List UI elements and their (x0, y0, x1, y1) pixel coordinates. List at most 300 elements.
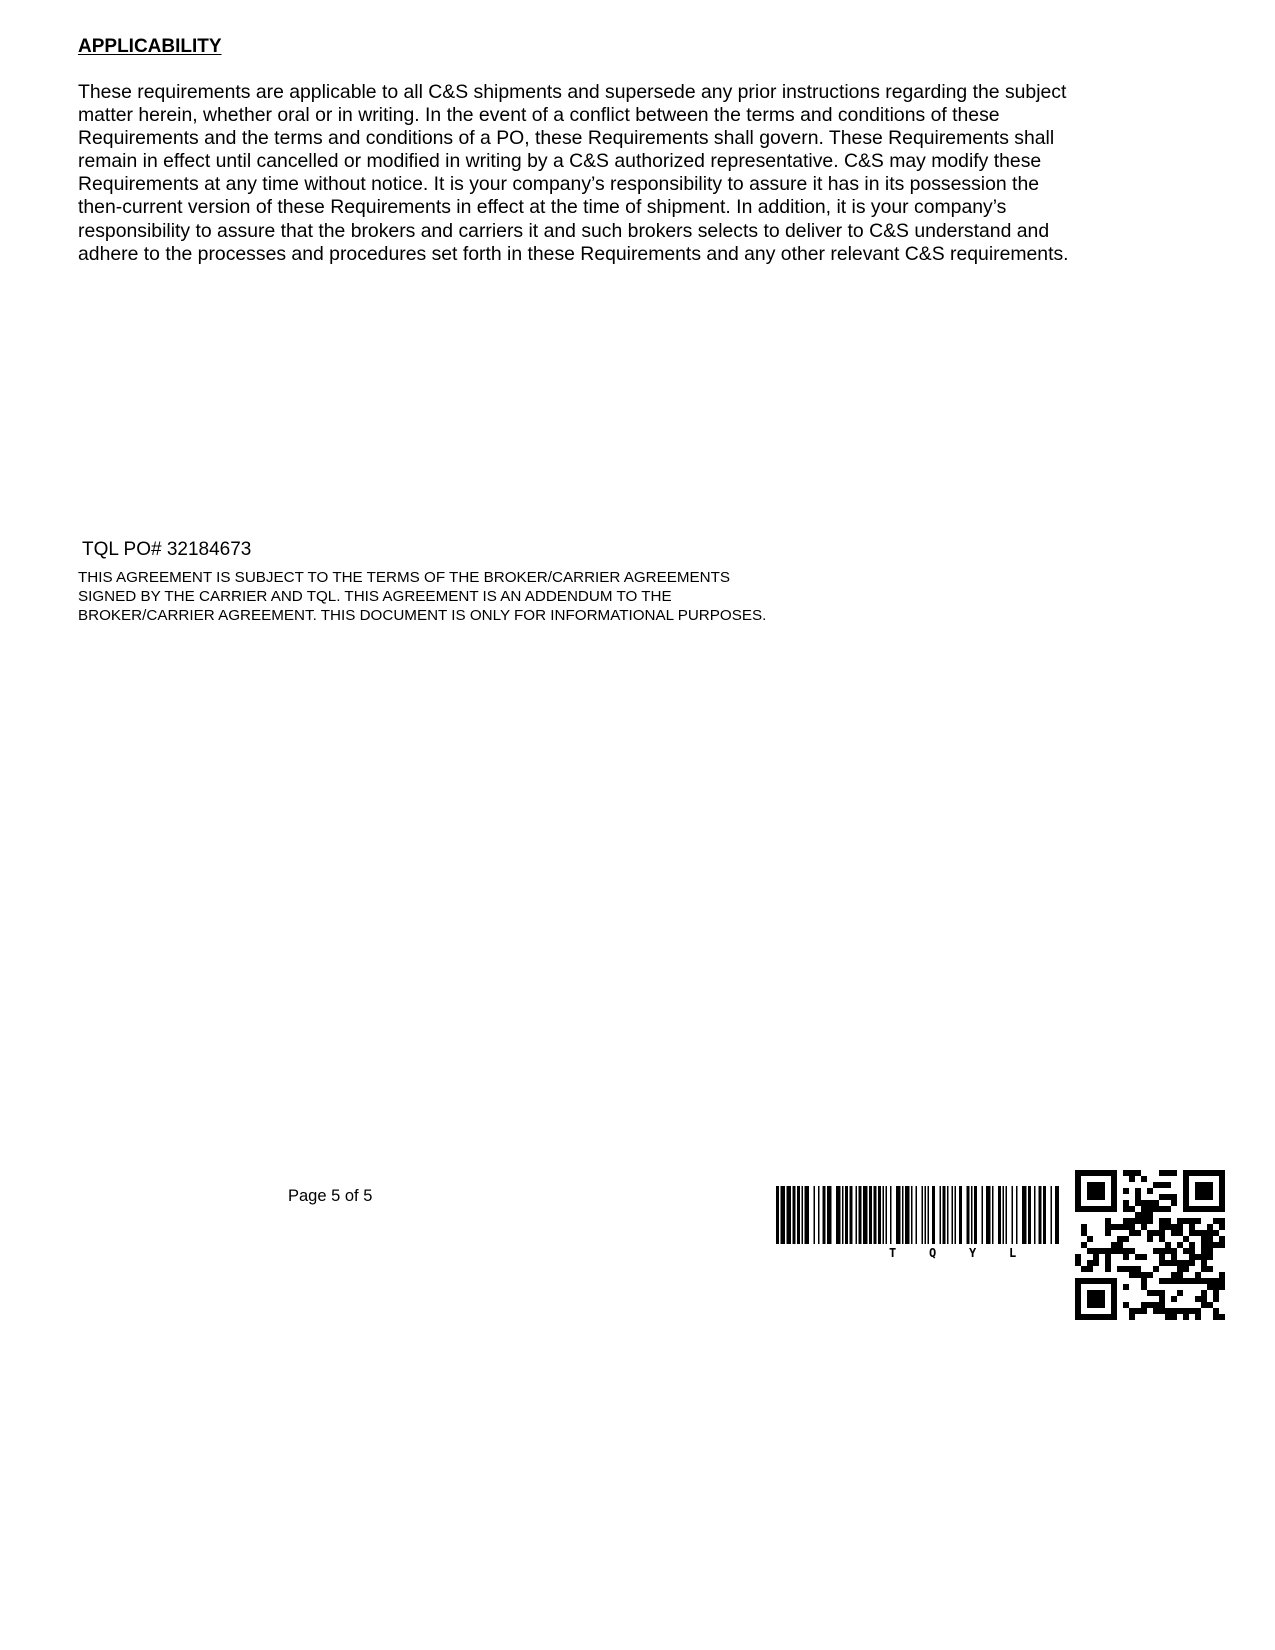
qr-module (1093, 1314, 1099, 1320)
qr-module (1147, 1230, 1153, 1236)
qr-module (1183, 1308, 1189, 1314)
qr-module (1147, 1236, 1153, 1242)
qr-module (1195, 1206, 1201, 1212)
barcode-bar (905, 1186, 910, 1244)
barcode-bar (1043, 1186, 1046, 1244)
qr-module (1135, 1308, 1141, 1314)
qr-module (1147, 1212, 1153, 1218)
qr-module (1087, 1296, 1093, 1302)
qr-module (1189, 1248, 1195, 1254)
qr-module (1087, 1182, 1093, 1188)
qr-module (1165, 1206, 1171, 1212)
qr-module (1099, 1170, 1105, 1176)
qr-module (1135, 1272, 1141, 1278)
qr-module (1075, 1188, 1081, 1194)
qr-module (1141, 1302, 1147, 1308)
qr-module (1075, 1308, 1081, 1314)
qr-module (1201, 1242, 1207, 1248)
qr-module (1105, 1224, 1111, 1230)
qr-module (1207, 1266, 1213, 1272)
qr-module (1111, 1194, 1117, 1200)
qr-module (1219, 1200, 1225, 1206)
barcode-bar (1051, 1186, 1053, 1244)
barcode-bar (869, 1186, 872, 1244)
qr-module (1111, 1200, 1117, 1206)
qr-module (1147, 1218, 1153, 1224)
barcode-bar (842, 1186, 844, 1244)
qr-module (1207, 1206, 1213, 1212)
qr-module (1213, 1284, 1219, 1290)
barcode-bar (1028, 1186, 1031, 1244)
qr-module (1075, 1170, 1081, 1176)
qr-module (1093, 1194, 1099, 1200)
qr-module (1201, 1206, 1207, 1212)
qr-module (1177, 1224, 1183, 1230)
qr-module (1129, 1230, 1135, 1236)
qr-module (1201, 1260, 1207, 1266)
qr-module (1195, 1296, 1201, 1302)
qr-module (1081, 1206, 1087, 1212)
qr-module (1159, 1230, 1165, 1236)
qr-module (1213, 1296, 1219, 1302)
barcode-bar (787, 1186, 792, 1244)
barcode-bar (850, 1186, 853, 1244)
qr-module (1093, 1182, 1099, 1188)
barcode-bar (863, 1186, 868, 1244)
barcode-bar (1039, 1186, 1042, 1244)
qr-module (1165, 1278, 1171, 1284)
qr-module (1147, 1302, 1153, 1308)
qr-module (1123, 1200, 1129, 1206)
qr-module (1123, 1236, 1129, 1242)
barcode-bar (890, 1186, 892, 1244)
qr-module (1171, 1272, 1177, 1278)
qr-module (1207, 1302, 1213, 1308)
qr-module (1147, 1272, 1153, 1278)
qr-module (1081, 1230, 1087, 1236)
qr-module (1189, 1170, 1195, 1176)
barcode-bar (947, 1186, 949, 1244)
qr-module (1159, 1254, 1165, 1260)
qr-module (1177, 1308, 1183, 1314)
qr-module (1183, 1314, 1189, 1320)
qr-module (1093, 1302, 1099, 1308)
qr-module (1207, 1254, 1213, 1260)
qr-module (1123, 1284, 1129, 1290)
qr-module (1183, 1176, 1189, 1182)
qr-module (1201, 1230, 1207, 1236)
qr-module (1099, 1248, 1105, 1254)
barcode-bar (802, 1186, 804, 1244)
qr-module (1177, 1272, 1183, 1278)
qr-module (1171, 1200, 1177, 1206)
qr-module (1201, 1236, 1207, 1242)
qr-module (1141, 1200, 1147, 1206)
qr-module (1093, 1290, 1099, 1296)
qr-module (1141, 1308, 1147, 1314)
qr-module (1165, 1260, 1171, 1266)
qr-module (1159, 1170, 1165, 1176)
qr-module (1111, 1284, 1117, 1290)
qr-module (1165, 1314, 1171, 1320)
qr-module (1123, 1218, 1129, 1224)
qr-module (1183, 1278, 1189, 1284)
qr-module (1093, 1254, 1099, 1260)
qr-module (1099, 1302, 1105, 1308)
qr-module (1153, 1248, 1159, 1254)
qr-module (1081, 1314, 1087, 1320)
qr-module (1099, 1194, 1105, 1200)
qr-module (1201, 1302, 1207, 1308)
qr-module (1213, 1170, 1219, 1176)
qr-module (1159, 1248, 1165, 1254)
qr-module (1165, 1242, 1171, 1248)
qr-module (1153, 1200, 1159, 1206)
qr-module (1195, 1170, 1201, 1176)
qr-module (1105, 1230, 1111, 1236)
qr-code (1075, 1170, 1225, 1320)
barcode-bar (940, 1186, 942, 1244)
barcode-bar (896, 1186, 901, 1244)
qr-module (1195, 1194, 1201, 1200)
barcode-bar (823, 1186, 826, 1244)
qr-module (1123, 1248, 1129, 1254)
qr-module (1189, 1206, 1195, 1212)
qr-module (1129, 1170, 1135, 1176)
barcode-bar (814, 1186, 816, 1244)
qr-module (1075, 1302, 1081, 1308)
qr-module (1099, 1188, 1105, 1194)
qr-module (1189, 1230, 1195, 1236)
qr-module (1213, 1242, 1219, 1248)
qr-module (1219, 1188, 1225, 1194)
qr-module (1219, 1314, 1225, 1320)
qr-module (1093, 1260, 1099, 1266)
qr-module (1219, 1176, 1225, 1182)
barcode-bar (971, 1186, 973, 1244)
qr-module (1201, 1266, 1207, 1272)
qr-module (1141, 1278, 1147, 1284)
qr-module (1129, 1218, 1135, 1224)
qr-module (1207, 1170, 1213, 1176)
qr-module (1177, 1290, 1183, 1296)
barcode-bar (1034, 1186, 1036, 1244)
qr-module (1159, 1260, 1165, 1266)
qr-module (1159, 1182, 1165, 1188)
qr-module (1213, 1290, 1219, 1296)
qr-module (1195, 1188, 1201, 1194)
qr-module (1135, 1170, 1141, 1176)
qr-module (1165, 1308, 1171, 1314)
qr-module (1129, 1272, 1135, 1278)
qr-module (1165, 1182, 1171, 1188)
qr-module (1201, 1188, 1207, 1194)
qr-module (1081, 1266, 1087, 1272)
barcode-bar (982, 1186, 984, 1244)
qr-module (1159, 1296, 1165, 1302)
qr-module (1219, 1218, 1225, 1224)
qr-module (1207, 1194, 1213, 1200)
qr-module (1207, 1278, 1213, 1284)
qr-module (1159, 1224, 1165, 1230)
qr-module (1093, 1278, 1099, 1284)
qr-module (1081, 1278, 1087, 1284)
barcode-bar (781, 1186, 786, 1244)
qr-module (1141, 1284, 1147, 1290)
qr-module (1135, 1254, 1141, 1260)
barcode-bar (793, 1186, 796, 1244)
qr-module (1117, 1224, 1123, 1230)
qr-module (1135, 1200, 1141, 1206)
qr-module (1111, 1188, 1117, 1194)
qr-module (1111, 1248, 1117, 1254)
barcode-bar (883, 1186, 885, 1244)
qr-module (1087, 1206, 1093, 1212)
qr-module (1129, 1314, 1135, 1320)
qr-module (1171, 1254, 1177, 1260)
qr-module (1075, 1182, 1081, 1188)
qr-module (1189, 1224, 1195, 1230)
barcode-bar (922, 1186, 924, 1244)
qr-module (1111, 1242, 1117, 1248)
qr-module (1075, 1254, 1081, 1260)
barcode-bar (776, 1186, 779, 1244)
qr-module (1183, 1182, 1189, 1188)
qr-module (1117, 1242, 1123, 1248)
qr-module (1207, 1182, 1213, 1188)
qr-module (1075, 1206, 1081, 1212)
qr-module (1213, 1314, 1219, 1320)
qr-module (1159, 1278, 1165, 1284)
barcode-bar (818, 1186, 820, 1244)
qr-module (1111, 1278, 1117, 1284)
barcode-bar (797, 1186, 800, 1244)
qr-module (1213, 1308, 1219, 1314)
qr-module (1087, 1266, 1093, 1272)
qr-module (1105, 1218, 1111, 1224)
barcode-bar (836, 1186, 841, 1244)
barcode-bar (932, 1186, 935, 1244)
qr-module (1111, 1314, 1117, 1320)
barcode-bar (925, 1186, 927, 1244)
qr-module (1135, 1266, 1141, 1272)
qr-module (1207, 1248, 1213, 1254)
qr-module (1201, 1254, 1207, 1260)
qr-module (1207, 1236, 1213, 1242)
qr-module (1075, 1284, 1081, 1290)
qr-module (1195, 1218, 1201, 1224)
qr-module (1219, 1194, 1225, 1200)
qr-module (1201, 1182, 1207, 1188)
qr-module (1219, 1242, 1225, 1248)
qr-module (1081, 1224, 1087, 1230)
barcode-bar (886, 1186, 888, 1244)
barcode-bar (967, 1186, 970, 1244)
qr-module (1075, 1290, 1081, 1296)
qr-module (1075, 1176, 1081, 1182)
qr-module (1111, 1176, 1117, 1182)
qr-module (1195, 1230, 1201, 1236)
qr-module (1195, 1314, 1201, 1320)
qr-module (1117, 1248, 1123, 1254)
barcode-bar (845, 1186, 848, 1244)
qr-module (1189, 1218, 1195, 1224)
qr-module (1111, 1182, 1117, 1188)
barcode-bar (998, 1186, 1001, 1244)
qr-module (1087, 1278, 1093, 1284)
qr-module (1141, 1176, 1147, 1182)
barcode-char: L (1009, 1246, 1017, 1260)
qr-module (1075, 1194, 1081, 1200)
qr-module (1153, 1266, 1159, 1272)
qr-module (1207, 1242, 1213, 1248)
qr-module (1171, 1194, 1177, 1200)
qr-module (1183, 1260, 1189, 1266)
qr-module (1087, 1188, 1093, 1194)
qr-module (1201, 1290, 1207, 1296)
qr-module (1117, 1266, 1123, 1272)
qr-module (1183, 1200, 1189, 1206)
barcode-bar (986, 1186, 991, 1244)
barcode-bars (776, 1186, 1059, 1244)
barcode-bar (1055, 1186, 1059, 1244)
qr-module (1123, 1188, 1129, 1194)
barcode-bar (856, 1186, 858, 1244)
po-number: TQL PO# 32184673 (82, 539, 252, 560)
qr-module (1147, 1290, 1153, 1296)
qr-module (1219, 1182, 1225, 1188)
qr-module (1195, 1254, 1201, 1260)
qr-module (1141, 1218, 1147, 1224)
qr-module (1093, 1188, 1099, 1194)
qr-module (1135, 1188, 1141, 1194)
barcode-bar (1006, 1186, 1008, 1244)
qr-module (1093, 1206, 1099, 1212)
qr-module (1117, 1236, 1123, 1242)
qr-module (1219, 1224, 1225, 1230)
qr-module (1087, 1314, 1093, 1320)
qr-module (1219, 1278, 1225, 1284)
qr-module (1207, 1188, 1213, 1194)
qr-module (1153, 1182, 1159, 1188)
qr-module (1081, 1242, 1087, 1248)
qr-module (1087, 1194, 1093, 1200)
qr-module (1099, 1314, 1105, 1320)
qr-module (1123, 1266, 1129, 1272)
qr-module (1165, 1218, 1171, 1224)
qr-module (1099, 1278, 1105, 1284)
barcode-bar (827, 1186, 832, 1244)
qr-module (1201, 1194, 1207, 1200)
qr-module (1195, 1182, 1201, 1188)
qr-module (1129, 1206, 1135, 1212)
qr-module (1075, 1314, 1081, 1320)
qr-module (1111, 1170, 1117, 1176)
barcode-bar (902, 1186, 904, 1244)
qr-module (1171, 1308, 1177, 1314)
qr-module (1087, 1248, 1093, 1254)
qr-module (1183, 1236, 1189, 1242)
qr-module (1171, 1314, 1177, 1320)
qr-module (1105, 1170, 1111, 1176)
qr-module (1129, 1266, 1135, 1272)
qr-module (1159, 1236, 1165, 1242)
qr-module (1111, 1290, 1117, 1296)
barcode-bar (943, 1186, 946, 1244)
barcode-bar (874, 1186, 877, 1244)
qr-module (1123, 1224, 1129, 1230)
qr-module (1189, 1254, 1195, 1260)
qr-module (1105, 1248, 1111, 1254)
qr-module (1087, 1302, 1093, 1308)
qr-module (1105, 1278, 1111, 1284)
qr-module (1213, 1230, 1219, 1236)
qr-module (1189, 1260, 1195, 1266)
qr-module (1099, 1182, 1105, 1188)
qr-module (1177, 1230, 1183, 1236)
qr-module (1171, 1248, 1177, 1254)
qr-module (1159, 1194, 1165, 1200)
barcode-char: T (889, 1246, 897, 1260)
qr-module (1165, 1224, 1171, 1230)
barcode-bar (859, 1186, 862, 1244)
qr-module (1075, 1260, 1081, 1266)
barcode-bar (992, 1186, 994, 1244)
qr-module (1183, 1188, 1189, 1194)
qr-code-image (1075, 1170, 1225, 1320)
qr-module (1171, 1278, 1177, 1284)
qr-module (1141, 1224, 1147, 1230)
qr-module (1171, 1224, 1177, 1230)
qr-module (1075, 1200, 1081, 1206)
qr-module (1087, 1236, 1093, 1242)
qr-module (1105, 1260, 1111, 1266)
qr-module (1081, 1170, 1087, 1176)
qr-module (1135, 1218, 1141, 1224)
qr-module (1219, 1284, 1225, 1290)
barcode-bar (952, 1186, 954, 1244)
barcode-bar (1012, 1186, 1014, 1244)
qr-module (1159, 1302, 1165, 1308)
qr-module (1159, 1218, 1165, 1224)
qr-module (1171, 1296, 1177, 1302)
qr-module (1213, 1218, 1219, 1224)
barcode-bar (1016, 1186, 1018, 1244)
barcode-bar (955, 1186, 957, 1244)
applicability-paragraph: These requirements are applicable to all C&S shipments and supersede any prior instructions regarding the subject matter herein, whether oral or in writing. In the event of a conflict between the terms and conditions of these Requirements and the terms and conditions of a PO, these Requirements shall govern. These Requirements shall remain in effect until cancelled or modified in writing by a C&S authorized representative. C&S may modify these Requirements at any time without notice. It is your company’s responsibility to assure it has in its possession the then-current version of these Requirements in effect at the time of shipment. In addition, it is your company’s responsibility to assure that the brokers and carriers it and such brokers selects to deliver to C&S understand and adhere to the processes and procedures set forth in these Requirements and any other relevant C&S requirements. (78, 81, 1069, 265)
qr-module (1171, 1230, 1177, 1236)
qr-module (1135, 1194, 1141, 1200)
barcode-bar (928, 1186, 930, 1244)
qr-module (1177, 1278, 1183, 1284)
qr-module (1153, 1230, 1159, 1236)
qr-module (1123, 1302, 1129, 1308)
qr-module (1213, 1206, 1219, 1212)
qr-module (1141, 1212, 1147, 1218)
qr-module (1201, 1296, 1207, 1302)
qr-module (1219, 1170, 1225, 1176)
qr-module (1189, 1278, 1195, 1284)
qr-module (1075, 1278, 1081, 1284)
qr-module (1189, 1242, 1195, 1248)
qr-module (1129, 1224, 1135, 1230)
section-heading: APPLICABILITY (78, 36, 222, 57)
qr-module (1087, 1290, 1093, 1296)
qr-module (1177, 1242, 1183, 1248)
qr-module (1147, 1188, 1153, 1194)
barcode-bar (959, 1186, 962, 1244)
barcode-bar (878, 1186, 881, 1244)
